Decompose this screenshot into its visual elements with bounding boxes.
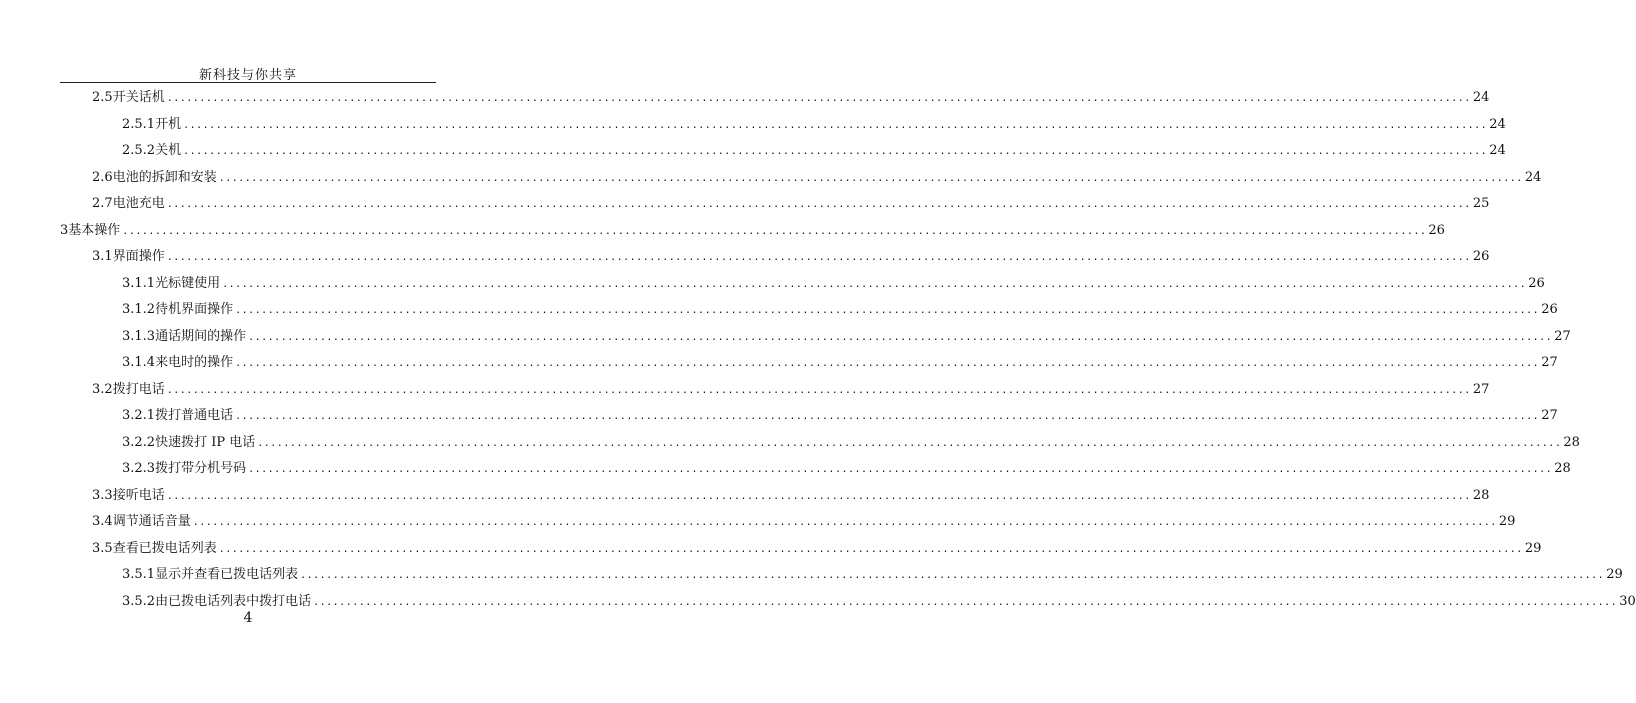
toc-entry-number: 3.1.4 [122,355,156,370]
toc-entry[interactable] [92,510,1516,530]
running-header-title: 新科技与你共享 [198,68,297,83]
toc-entry-number: 3.2.1 [122,408,156,423]
toc-entry-title: 拨打带分机号码 [155,461,247,476]
toc-entry[interactable] [92,166,1542,186]
dot-leader: ........................................................................................................................................................................................................ [235,358,1540,369]
toc-entry-title: 光标键使用 [155,275,221,291]
toc-entry[interactable] [92,378,1490,398]
toc-entry[interactable] [92,245,1490,265]
toc-entry-page: 24 [1524,169,1542,185]
toc-entry-page: 26 [1528,275,1545,291]
dot-leader: ........................................................................................................................................................................................................ [235,411,1540,422]
toc-entry-number: 3.4 [92,514,113,529]
toc-entry-number: 3.5.2 [122,593,156,609]
toc-entry-page: 24 [1472,90,1490,105]
toc-entry-number: 2.6 [92,169,113,185]
toc-entry[interactable] [122,563,1623,583]
toc-entry-title: 界面操作 [112,249,165,264]
toc-entry-number: 3.1.2 [122,302,156,317]
toc-entry-page: 24 [1489,116,1506,132]
toc-entry-page: 28 [1554,461,1571,476]
dot-leader: ........................................................................................................................................................................................................ [300,570,1605,581]
toc-entry-title: 开机 [155,116,182,132]
toc-entry-page: 24 [1489,143,1506,158]
toc-entry-number: 3.3 [92,487,113,503]
toc-entry-page: 28 [1472,487,1490,503]
toc-entry-title: 电池充电 [112,196,165,211]
header-rule [60,82,436,83]
toc-entry-title: 拨打普通电话 [155,408,234,423]
toc-entry-number: 3.5 [92,540,113,556]
toc-entry-number: 3.1.1 [122,275,156,291]
toc-entry-page: 27 [1554,328,1571,344]
toc-entry-page: 27 [1472,381,1490,397]
toc-entry-title: 快速拨打 IP 电话 [155,434,256,450]
dot-leader: ........................................................................................................................................................................................................ [183,119,1488,131]
dot-leader: ........................................................................................................................................................................................................ [218,543,1523,555]
dot-leader: ........................................................................................................................................................................................................ [313,596,1618,608]
toc-entry[interactable] [60,219,1445,239]
toc-entry-title: 通话期间的操作 [155,328,247,344]
dot-leader: ........................................................................................................................................................................................................ [222,278,1527,290]
toc-entry-title: 查看已拨电话列表 [112,540,217,556]
toc-entry-title: 电池的拆卸和安装 [112,169,217,185]
dot-leader: ........................................................................................................................................................................................................ [183,146,1488,157]
toc-entry-title: 由已拨电话列表中拨打电话 [155,593,312,609]
toc-entry[interactable] [122,431,1580,451]
toc-entry-title: 拨打电话 [112,381,165,397]
toc-entry[interactable] [122,457,1571,477]
toc-entry-number: 3.1 [92,249,113,264]
toc-entry[interactable] [92,484,1490,504]
toc-entry-title: 待机界面操作 [155,302,234,317]
toc-entry-title: 调节通话音量 [112,514,191,529]
toc-entry-page: 25 [1472,196,1490,211]
toc-entry-number: 2.5.2 [122,143,156,158]
toc-entry-number: 3.2.3 [122,461,156,476]
toc-entry[interactable] [122,325,1571,345]
toc-entry-page: 30 [1619,593,1636,609]
toc-entry[interactable] [122,351,1558,371]
dot-leader: ........................................................................................................................................................................................................ [248,464,1553,475]
toc-entry[interactable] [92,192,1490,212]
toc-entry-number: 2.5 [92,90,113,105]
toc-entry[interactable] [92,86,1490,106]
toc-entry-page: 26 [1541,302,1558,317]
dot-leader: ........................................................................................................................................................................................................ [218,172,1523,184]
toc-entry-title: 基本操作 [68,222,121,238]
toc-entry[interactable] [122,404,1558,424]
toc-entry-number: 3.2.2 [122,434,156,450]
dot-leader: ........................................................................................................................................................................................................ [122,225,1427,237]
dot-leader: ........................................................................................................................................................................................................ [166,384,1471,396]
toc-entry-title: 显示并查看已拨电话列表 [155,567,299,582]
toc-entry-number: 3.5.1 [122,567,156,582]
dot-leader: ........................................................................................................................................................................................................ [192,517,1497,528]
dot-leader: ........................................................................................................................................................................................................ [248,331,1553,343]
toc-entry[interactable] [122,298,1558,318]
toc-entry-title: 接听电话 [112,487,165,503]
toc-entry-title: 关机 [155,143,182,158]
dot-leader: ........................................................................................................................................................................................................ [166,252,1471,263]
page-number: 4 [243,610,253,626]
dot-leader: ........................................................................................................................................................................................................ [166,199,1471,210]
toc-entry-page: 26 [1428,222,1445,238]
toc-entry-page: 27 [1541,408,1558,423]
toc-entry-number: 3.1.3 [122,328,156,344]
toc-entry[interactable] [122,113,1506,133]
toc-entry[interactable] [92,537,1542,557]
toc-entry-page: 28 [1563,434,1580,450]
toc-entry-page: 29 [1498,514,1516,529]
toc-entry-number: 3.2 [92,381,113,397]
toc-entry-page: 29 [1606,567,1623,582]
toc-entry-page: 29 [1524,540,1542,556]
toc-entry-number: 3 [60,222,69,238]
dot-leader: ........................................................................................................................................................................................................ [166,93,1471,104]
toc-entry-page: 26 [1472,249,1490,264]
toc-entry-number: 2.7 [92,196,113,211]
toc-entry-title: 开关话机 [112,90,165,105]
toc-entry-title: 来电时的操作 [155,355,234,370]
toc-entry-page: 27 [1541,355,1558,370]
toc-entry[interactable] [122,139,1506,159]
toc-entry-number: 2.5.1 [122,116,156,132]
toc-entry[interactable] [122,590,1636,610]
dot-leader: ........................................................................................................................................................................................................ [235,305,1540,316]
dot-leader: ........................................................................................................................................................................................................ [166,490,1471,502]
dot-leader: ........................................................................................................................................................................................................ [257,437,1562,449]
toc-entry[interactable] [122,272,1545,292]
